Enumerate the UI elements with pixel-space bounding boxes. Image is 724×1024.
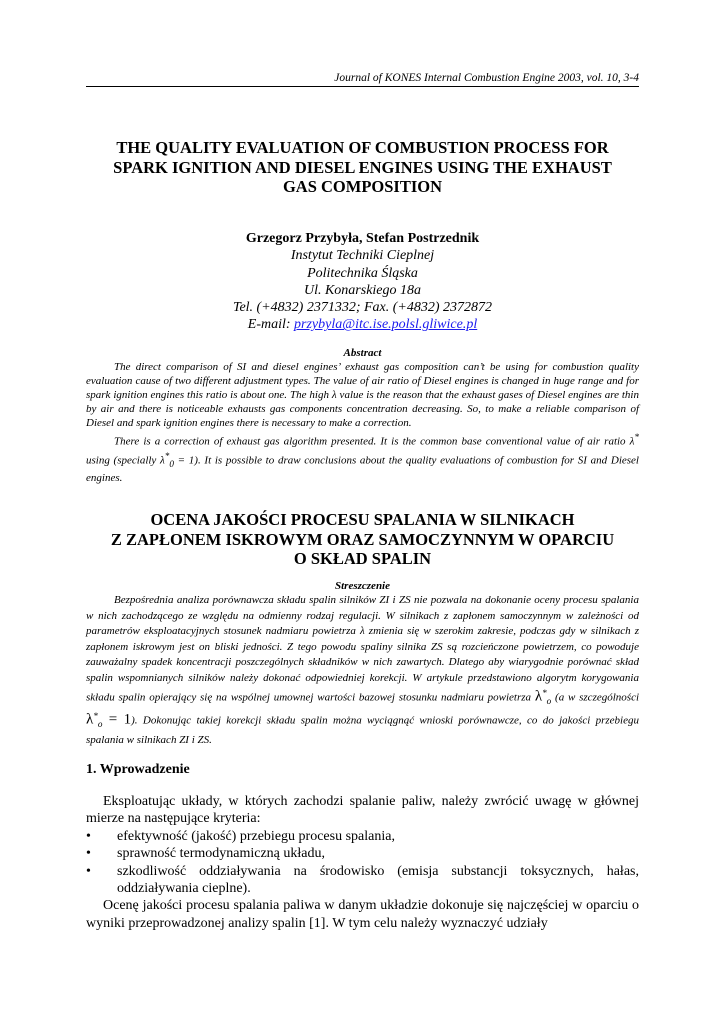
affiliation-line: Tel. (+4832) 2371332; Fax. (+4832) 2372872 [232, 300, 493, 316]
list-item: • efektywność (jakość) przebiegu procesu spalania, [86, 828, 395, 844]
section-body [86, 793, 639, 932]
title-line: GAS COMPOSITION [282, 177, 443, 196]
streszczenie-heading: Streszczenie [335, 580, 390, 592]
body-paragraph: Ocenę jakości procesu spalania paliwa w danym układzie dokonuje się najczęściej w oparciu o wyniki przeprowadzonej analizy spalin [1]. W tym celu należy wyznaczyć udziały [86, 898, 639, 931]
email-line [86, 316, 639, 333]
polish-title-line: Z ZAPŁONEM ISKROWYM ORAZ SAMOCZYNNYM W OPARCIU [110, 529, 615, 549]
affiliation-line: Ul. Konarskiego 18a [303, 282, 422, 298]
email-link[interactable]: przybyla@itc.ise.polsl.gliwice.pl [294, 317, 478, 333]
section-heading: 1. Wprowadzenie [86, 762, 190, 777]
paper-title [86, 138, 639, 197]
criteria-list [86, 828, 639, 898]
bullet-icon: • [86, 828, 91, 844]
abstract-body [86, 360, 639, 485]
author-block [86, 230, 639, 334]
bullet-icon: • [86, 846, 91, 862]
list-item: • szkodliwość oddziaływania na środowisko (emisja substancji toksycznych, hałas, oddziaływania cieplne). [86, 863, 639, 897]
polish-title-line: OCENA JAKOŚCI PROCESU SPALANIA W SILNIKACH [150, 510, 575, 529]
abstract-paragraph: There is a correction of exhaust gas algorithm presented. It is the common base conventional value of air ratio λ* using (specially $\lambda^*_0 = 1$). It is possible to draw conclusions about the quality evaluations of combustion for SI and Diesel engines. [86, 432, 639, 485]
affiliation-line: Politechnika Śląska [307, 265, 418, 281]
body-paragraph: Eksploatując układy, w których zachodzi spalanie paliw, należy zwrócić uwagę w głównej mierze na następujące kryteria: [86, 794, 639, 827]
list-item: • sprawność termodynamiczną układu, [86, 846, 325, 862]
title-line: SPARK IGNITION AND DIESEL ENGINES USING THE EXHAUST [113, 157, 612, 177]
running-head: Journal of KONES Internal Combustion Engine 2003, vol. 10, 3-4 [86, 72, 639, 87]
streszczenie-body [86, 593, 639, 748]
abstract-heading: Abstract [343, 347, 382, 359]
bullet-icon: • [86, 863, 91, 879]
streszczenie-paragraph: Bezpośrednia analiza porównawcza składu spalin silników ZI i ZS nie pozwala na dokonanie oceny procesu spalania w nich zachodzącego ze względu na odmienny rodzaj regulacji. W silnikach z zapłonem samoczynnym w zależności od parametrów eksploatacyjnych stosunek nadmiaru powietrza λ zmienia się w szerokim zakresie, podczas gdy w silnikach z zapłonem iskrowym jest on bliski jedności. Z tego powodu spaliny silnika ZS są rozcieńczone powietrzem, co powoduje zauważalny spadek koncentracji poszczególnych składników w nich zawartych. Dlatego aby wiarygodnie porównać skład spalin wspomnianych silników należy dokonać odpowiedniej korekcji. W artykule przedstawiono algorytm korygowania składu spalin opierający się na wspólnej umownej wartości bazowej stosunku nadmiaru powietrza $\lambda^*_o$ (a w szczególności $\lambda^*_o = 1$). Dokonując takiej korekcji składu spalin można wyciągnąć wnioski porównawcze, co do jakości przebiegu spalania w silnikach ZI i ZS. [86, 594, 640, 746]
authors: Grzegorz Przybyła, Stefan Postrzednik [245, 231, 480, 246]
polish-title-line: O SKŁAD SPALIN [293, 549, 432, 568]
abstract-paragraph: The direct comparison of SI and diesel engines’ exhaust gas composition can’t be using for combustion quality evaluation cause of two different adjustment types. The value of air ratio of Diesel engines is changed in huge range and for spark ignition engines this ratio is about one. The high λ value is the reason that the exhaust gases of Diesel engines are thin by air and there is noticeable exhausts gas components concentration decreasing. So, to make a reliable comparison of Diesel and spark ignition engines there is necessary to make a correction. [86, 361, 639, 430]
affiliation-line: Instytut Techniki Cieplnej [290, 248, 435, 264]
email-label: E-mail: [247, 317, 295, 333]
polish-title [86, 510, 639, 569]
title-line: THE QUALITY EVALUATION OF COMBUSTION PROCESS FOR [116, 138, 609, 157]
